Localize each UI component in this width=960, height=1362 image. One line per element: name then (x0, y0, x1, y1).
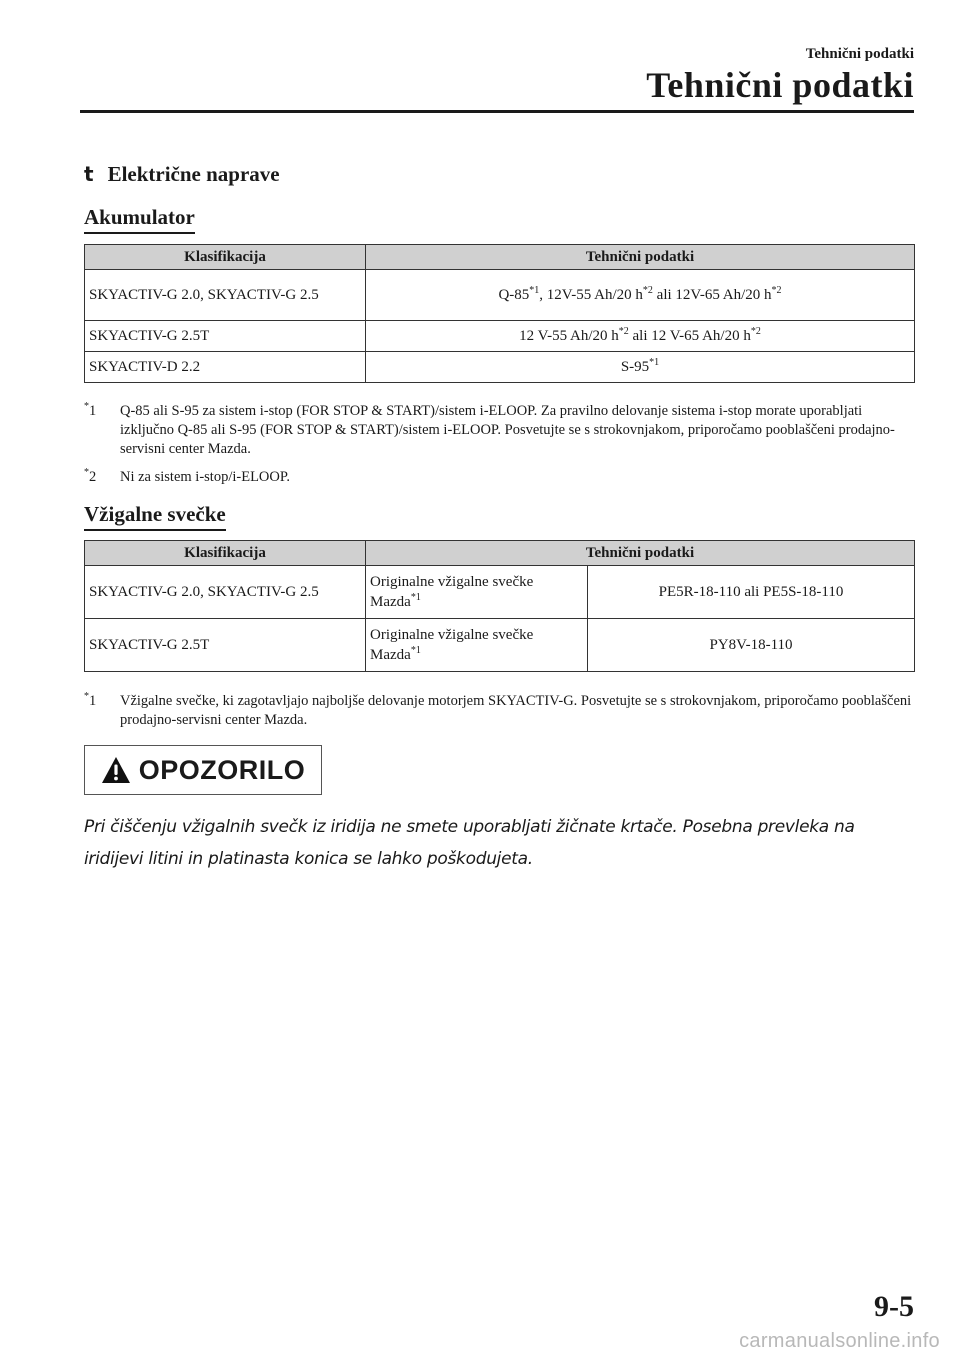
spark-plugs-heading-underline (84, 529, 226, 531)
watermark: carmanualsonline.info (739, 1330, 940, 1352)
spec-text: S-95 (620, 358, 650, 375)
footnote-text: Ni za sistem i-stop/i-ELOOP. (120, 469, 290, 485)
plug-type-text: Originalne vžigalne svečke Mazda (370, 574, 534, 610)
battery-footnote-1 (84, 402, 916, 459)
footnote-mark: * (84, 691, 89, 702)
table-row (85, 270, 915, 321)
table-cell-spec (366, 270, 915, 321)
footnote-num: 1 (89, 693, 97, 709)
table-cell-classification: SKYACTIV-D 2.2 (85, 352, 366, 383)
table-row (85, 321, 915, 352)
footnote-ref: *1 (649, 356, 660, 368)
table-row (85, 619, 915, 672)
table-cell-classification: SKYACTIV-G 2.0, SKYACTIV-G 2.5 (85, 270, 366, 321)
table-cell-classification: SKYACTIV-G 2.5T (85, 321, 366, 352)
footnote-ref: *2 (642, 284, 653, 296)
warning-triangle-icon (101, 756, 131, 784)
spec-text: Q-85 (498, 286, 530, 303)
section-title-text: Električne naprave (107, 162, 280, 186)
footnote-num: 1 (89, 403, 97, 419)
column-header: Tehnični podatki (366, 245, 915, 270)
footnote-ref: *2 (750, 325, 761, 337)
footnote-num: 2 (89, 469, 97, 485)
footnote-number (84, 692, 96, 711)
warning-text: Pri čiščenju vžigalnih svečk iz iridija ne smete uporabljati žičnate krtače. Posebna prevleka na iridijevi litini in platinasta konica se lahko poškodujeta. (84, 817, 855, 869)
footnote-number (84, 468, 96, 487)
column-header: Klasifikacija (85, 541, 366, 566)
footnote-ref: *1 (410, 645, 421, 656)
warning-box (84, 745, 322, 795)
battery-heading-text: Akumulator (84, 205, 195, 229)
section-title (84, 162, 280, 187)
battery-table (84, 244, 915, 383)
battery-footnote-2 (84, 468, 916, 487)
table-cell-part-number: PE5R-18-110 ali PE5S-18-110 (588, 566, 915, 619)
footnote-number (84, 402, 96, 421)
table-cell-spec (366, 352, 915, 383)
spark-plugs-heading (84, 502, 226, 527)
footnote-ref: *1 (410, 592, 421, 603)
footnote-mark: * (84, 401, 89, 412)
warning-label: OPOZORILO (138, 754, 306, 785)
spark-plugs-footnote-1 (84, 692, 916, 730)
spark-plugs-table (84, 540, 915, 672)
table-cell-spec (366, 321, 915, 352)
table-row (85, 352, 915, 383)
footnote-ref: *2 (618, 325, 629, 337)
header-rule (80, 110, 914, 113)
spec-text: , 12V-55 Ah/20 h (539, 286, 643, 303)
table-cell-classification: SKYACTIV-G 2.5T (85, 619, 366, 672)
column-header: Klasifikacija (85, 245, 366, 270)
running-header-title: Tehnični podatki (646, 65, 914, 105)
battery-heading (84, 205, 195, 230)
spec-text: ali 12V-65 Ah/20 h (652, 286, 772, 303)
footnote-mark: * (84, 467, 89, 478)
page-number: 9-5 (874, 1290, 914, 1323)
footnote-text: Vžigalne svečke, ki zagotavljajo najboljše delovanje motorjem SKYACTIV-G. Posvetujte se s strokovnjakom, priporočamo pooblaščeni prodajno-servisni center Mazda. (120, 693, 912, 728)
table-cell-part-number: PY8V-18-110 (588, 619, 915, 672)
footnote-ref: *2 (771, 284, 782, 296)
plug-type-text: Originalne vžigalne svečke Mazda (370, 627, 534, 663)
battery-heading-underline (84, 232, 195, 234)
footnote-text: Q-85 ali S-95 za sistem i-stop (FOR STOP & START)/sistem i-ELOOP. Za pravilno delovanje sistema i-stop morate uporabljati izključno Q-85 ali S-95 (FOR STOP & START)/sistem i-ELOOP. Posvetujte se s strokovnjakom, priporočamo pooblaščeni prodajno-servisni center Mazda. (120, 403, 895, 457)
table-header-row (85, 245, 915, 270)
table-row (85, 566, 915, 619)
table-cell-type (366, 619, 588, 672)
table-cell-classification: SKYACTIV-G 2.0, SKYACTIV-G 2.5 (85, 566, 366, 619)
spec-text: 12 V-55 Ah/20 h (519, 327, 619, 344)
table-header-row (85, 541, 915, 566)
column-header: Tehnični podatki (366, 541, 915, 566)
spark-plugs-heading-text: Vžigalne svečke (84, 502, 226, 526)
table-cell-type (366, 566, 588, 619)
footnote-ref: *1 (529, 284, 540, 296)
section-marker: t (84, 162, 94, 186)
running-header-small: Tehnični podatki (805, 46, 914, 62)
spec-text: ali 12 V-65 Ah/20 h (628, 327, 751, 344)
